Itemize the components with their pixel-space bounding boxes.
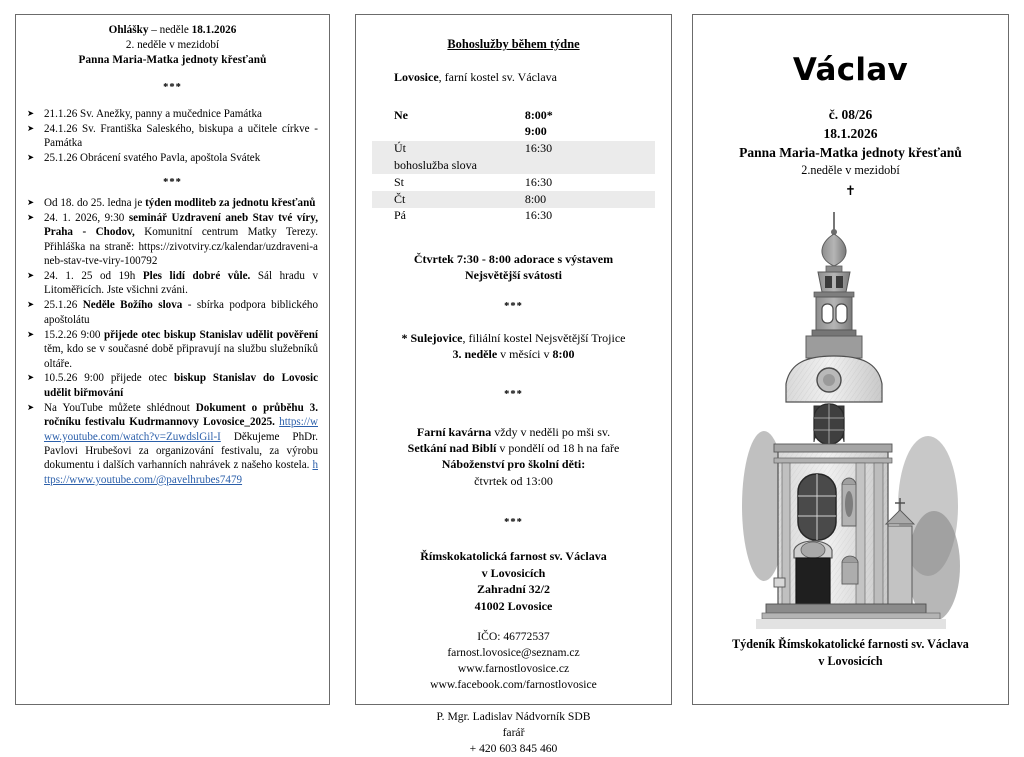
email-address[interactable]: farnost.lovosice@seznam.cz [447,646,580,659]
parish-activities: Farní kavárna vždy v neděli po mši sv. Setkání nad Biblí v pondělí od 18 h na faře Náboženství pro školní děti: čtvrtek od 13:00 [407,424,620,488]
list-item: ➤ 25.1.26 Obrácení svatého Pavla, apoštola Svátek [27,151,318,165]
cross-icon: ✝ [845,182,856,198]
separator-stars-1: *** [163,81,182,93]
feast-days-list [27,107,318,166]
separator-stars-2: *** [163,176,182,188]
list-item: ➤ 15.2.26 9:00 přijede otec biskup Stanislav udělit pověření těm, kdo se v současné době připravují na službu služebníků oltáře. [27,328,318,371]
parish-church-label: Lovosice, farní kostel sv. Václava [394,70,557,84]
separator-stars-4: *** [504,388,523,400]
separator-stars-5: *** [504,516,523,528]
issue-info [703,105,998,180]
table-row: Út 16:30 [372,141,655,158]
liturgical-season: 2.neděle v mezidobí [801,163,900,178]
list-item: ➤ 25.1.26 Neděle Božího slova - sbírka podpora biblického apoštolátu [27,298,318,327]
heading-line-3: Panna Maria-Matka jednoty křesťanů [78,53,267,66]
website-url[interactable]: www.farnostlovosice.cz [457,661,570,675]
heading-line-2: 2. neděle v mezidobí [125,38,220,51]
service-schedule-table [372,107,655,225]
list-item: ➤ 24.1.26 Sv. Františka Saleského, biskupa a učitele církve - Památka [27,122,318,151]
ico-number: IČO: 46772537 [477,630,550,644]
parish-contact [372,629,655,693]
list-item: ➤ Na YouTube můžete shlédnout Dokument o průběhu 3. ročníku festivalu Kudrmannovy Lovosice_2025. https://www.youtube.com/watch?v=ZuwdslGil-I Děkujeme PhDr. Pavlovi Hrubešovi za organizování festivalu, za výrobu dokumentu i dalších varhanních nahrávek z našeho kostela. https://www.youtube.com/@pavelhrubes7479 [27,401,318,488]
church-sketch-image [703,199,998,636]
panel-service-times [355,14,672,755]
youtube-channel-link[interactable]: https://www.youtube.com/@pavelhrubes7479 [44,459,318,486]
cover-footer: Týdeník Římskokatolické farnosti sv. Václava v Lovosicích [732,636,969,668]
heading-line-1: Ohlášky – neděle 18.1.2026 [108,24,237,36]
list-item: ➤ Od 18. do 25. ledna je týden modliteb za jednotu křesťanů [27,196,318,210]
table-row: Ne 8:00* [394,107,553,122]
feast-title: Panna Maria-Matka jednoty křesťanů [739,145,962,161]
phone-number: + 420 603 845 460 [469,741,558,755]
list-item: ➤ 24. 1. 2026, 9:30 seminář Uzdravení aneb Stav tvé víry, Praha - Chodov, Komunitní centrum Matky Terezy. Přihláška na straně: https://zivotviry.cz/kalendar/uzdraveni-aneb-stav-tve-viry-100792 [27,211,318,269]
table-row: 9:00 [524,124,547,139]
church-illustration [756,206,946,636]
list-item: ➤ 21.1.26 Sv. Anežky, panny a mučednice Památka [27,107,318,121]
table-row: bohoslužba slova [372,157,655,174]
panel-cover [692,14,1009,705]
priest-info: P. Mgr. Ladislav Nádvorník SDB farář + 420 603 845 460 [372,709,655,757]
page-title: Václav [792,52,909,88]
table-row: Pá 16:30 [394,208,553,223]
filial-church-notice: * Sulejovice, filiální kostel Nejsvětější Trojice 3. neděle v měsíci v 8:00 [401,330,626,362]
list-item: ➤ 10.5.26 9:00 přijede otec biskup Stanislav do Lovosic udělit biřmování [27,371,318,400]
seminar-url[interactable]: https://zivotviry.cz/kalendar/uzdraveni-aneb-stav-tve-viry-100792 [44,240,318,268]
separator-stars-3: *** [504,300,523,312]
list-item: ➤ 24. 1. 25 od 19h Ples lidí dobré vůle. Sál hradu v Litoměřicích. Jste všichni zváni. [27,269,318,298]
issue-number: č. 08/26 [828,107,873,122]
panel-announcements [15,14,330,705]
issue-date: 18.1.2026 [823,126,878,142]
youtube-video-link[interactable]: https://www.youtube.com/watch?v=ZuwdslGil-I [44,416,318,443]
section-title-services: Bohoslužby během týdne [447,37,580,51]
table-row: St 16:30 [394,174,553,189]
announcements-heading [27,23,318,68]
table-row: Čt 8:00 [372,191,655,208]
notices-list [27,196,318,487]
facebook-url[interactable]: www.facebook.com/farnostlovosice [430,677,597,691]
adoration-notice: Čtvrtek 7:30 - 8:00 adorace s výstavem Nejsvětější svátosti [413,251,614,282]
parish-address: Římskokatolická farnost sv. Václava v Lovosicích Zahradní 32/2 41002 Lovosice [420,548,607,614]
